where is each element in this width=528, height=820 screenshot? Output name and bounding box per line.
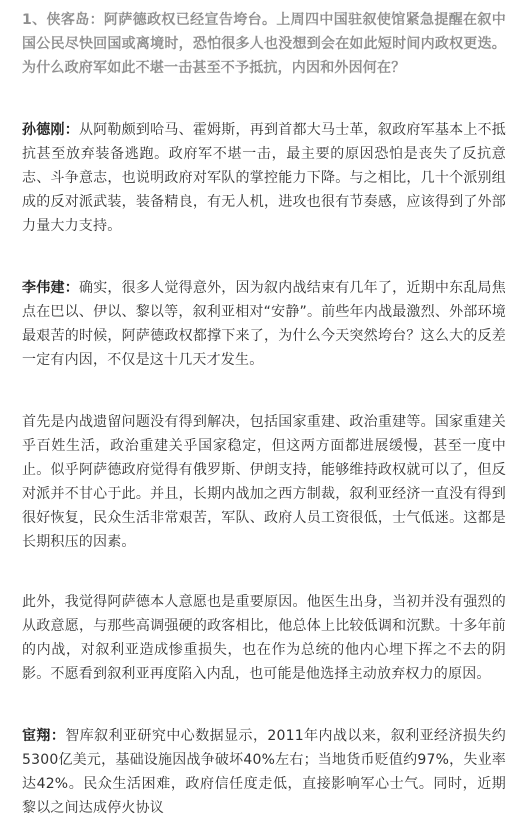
- answer-paragraph-li-continued-1: [22, 410, 506, 554]
- answer-paragraph-li: [22, 276, 506, 372]
- answer-paragraph-sun: [22, 118, 506, 238]
- answer-text: 智库叙利亚研究中心数据显示，2011年内战以来，叙利亚经济损失约5300亿美元，基础设施因战争破坏40%左右；当地货币贬值约97%，失业率达42%。民众生活困难，政府信任度走低，直接影响军心士气。同时，近期黎以之间达成停火协议: [22, 728, 506, 816]
- answer-text: 此外，我觉得阿萨德本人意愿也是重要原因。他医生出身，当初并没有强烈的从政意愿，与那些高调强硬的政客相比，他总体上比较低调和沉默。十多年前的内战，对叙利亚造成惨重损失，也在作为总统的他内心埋下挥之不去的阴影。不愿看到叙利亚再度陷入内乱，也可能是他选择主动放弃权力的原因。: [22, 594, 506, 682]
- speaker-name: 孙德刚：: [22, 122, 79, 138]
- speaker-name: 宦翔：: [22, 728, 66, 744]
- answer-text: 从阿勒颇到哈马、霍姆斯，再到首都大马士革，叙政府军基本上不抵抗甚至放弃装备逃跑。政府军不堪一击，最主要的原因恐怕是丧失了反抗意志、斗争意志，也说明政府对军队的掌控能力下降。与之相比，几十个派别组成的反对派武装，装备精良，有无人机，进攻也很有节奏感，应该得到了外部力量大力支持。: [22, 122, 506, 234]
- answer-paragraph-huan: [22, 724, 506, 820]
- answer-text: 首先是内战遗留问题没有得到解决，包括国家重建、政治重建等。国家重建关乎百姓生活，政治重建关乎国家稳定，但这两方面都进展缓慢，甚至一度中止。似乎阿萨德政府觉得有俄罗斯、伊朗支持，能够维持政权就可以了，但反对派并不甘心于此。并且，长期内战加之西方制裁，叙利亚经济一直没有得到很好恢复，民众生活非常艰苦，军队、政府人员工资很低，士气低迷。这都是长期积压的因素。: [22, 414, 506, 550]
- speaker-name: 李伟建：: [22, 280, 79, 296]
- question-paragraph: 1、侠客岛：阿萨德政权已经宣告垮台。上周四中国驻叙使馆紧急提醒在叙中国公民尽快回国或离境时，恐怕很多人也没想到会在如此短时间内政权更迭。为什么政府军如此不堪一击甚至不予抵抗，内因和外因何在？: [22, 12, 506, 76]
- answer-text: 确实，很多人觉得意外，因为叙内战结束有几年了，近期中东乱局焦点在巴以、伊以、黎以等，叙利亚相对“安静”。前些年内战最激烈、外部环境最艰苦的时候，阿萨德政权都撑下来了，为什么今天突然垮台？这么大的反差一定有内因，不仅是这十几天才发生。: [22, 280, 506, 368]
- answer-paragraph-li-continued-2: [22, 590, 506, 686]
